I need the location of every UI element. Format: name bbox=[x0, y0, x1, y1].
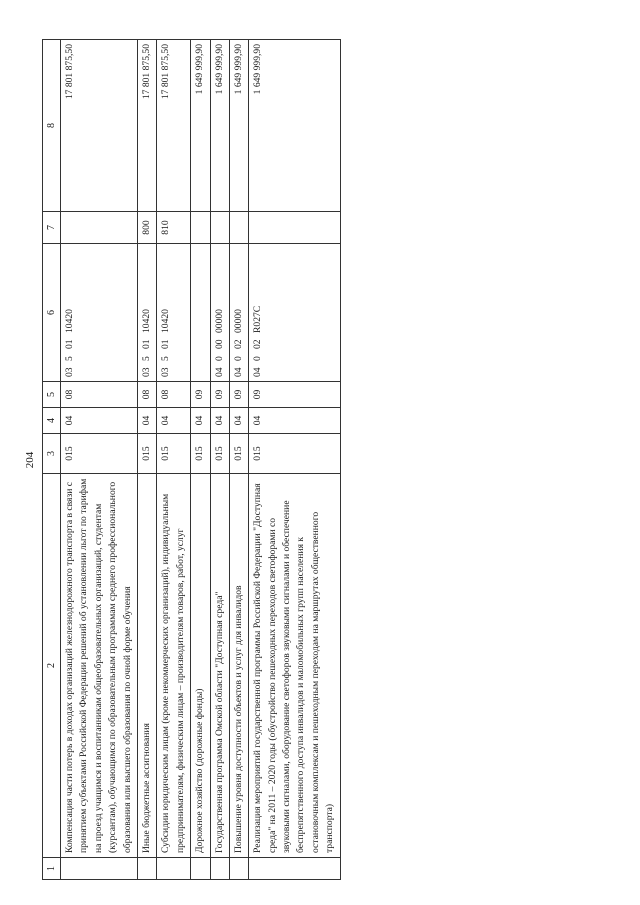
page-number: 204 bbox=[24, 451, 36, 469]
program-code: 03 bbox=[64, 367, 75, 377]
direction-code: R027C bbox=[252, 305, 264, 333]
expense-type-code: 810 bbox=[157, 212, 191, 244]
row-name: Компенсация части потерь в доходах организаций железнодорожного транспорта в связи с принятием субъектами Российской Федерации решений об установлении льгот по тарифам на проезд учащимся и воспитанникам общеобразовательных организаций, студентам (курсантам), обучающимся по образовательным программам среднего профессионального образования или высшего образования по очной форме обучения bbox=[61, 474, 138, 858]
subsection-code: 09 bbox=[210, 382, 229, 408]
amount: 17 801 875,50 bbox=[137, 40, 156, 212]
subsection-code: 08 bbox=[61, 382, 138, 408]
subprogram-code: 5 bbox=[160, 356, 172, 361]
target-article-code bbox=[157, 244, 191, 382]
header-cell: 2 bbox=[43, 474, 61, 858]
header-cell: 6 bbox=[43, 244, 61, 382]
program-code: 03 bbox=[140, 367, 152, 377]
row-name: Государственная программа Омской области "Доступная среда" bbox=[210, 474, 229, 858]
table-row bbox=[157, 40, 191, 880]
table-header-row bbox=[43, 40, 61, 880]
table-row bbox=[137, 40, 156, 880]
section-code: 04 bbox=[249, 408, 340, 434]
table-row bbox=[229, 40, 248, 880]
direction-code: 00000 bbox=[232, 309, 244, 333]
expense-type-code bbox=[229, 212, 248, 244]
header-cell: 7 bbox=[43, 212, 61, 244]
admin-code: 015 bbox=[249, 434, 340, 474]
section-code: 04 bbox=[229, 408, 248, 434]
event-code: 02 bbox=[232, 339, 244, 349]
target-article-code bbox=[210, 244, 229, 382]
admin-code: 015 bbox=[61, 434, 138, 474]
section-code: 04 bbox=[210, 408, 229, 434]
expense-type-code bbox=[249, 212, 340, 244]
admin-code: 015 bbox=[191, 434, 210, 474]
header-cell: 4 bbox=[43, 408, 61, 434]
subsection-code: 08 bbox=[157, 382, 191, 408]
event-code: 01 bbox=[64, 339, 75, 349]
expense-type-code bbox=[191, 212, 210, 244]
target-article-code bbox=[229, 244, 248, 382]
direction-code: 10420 bbox=[160, 309, 172, 333]
subprogram-code: 0 bbox=[232, 356, 244, 361]
row-number-cell bbox=[210, 858, 229, 880]
admin-code: 015 bbox=[229, 434, 248, 474]
amount: 1 649 999,90 bbox=[210, 40, 229, 212]
program-code: 04 bbox=[252, 367, 264, 377]
expense-type-code bbox=[210, 212, 229, 244]
document-page bbox=[20, 40, 620, 880]
row-name: Иные бюджетные ассигнования bbox=[137, 474, 156, 858]
row-number-cell bbox=[249, 858, 340, 880]
target-article-code bbox=[249, 244, 340, 382]
row-name: Дорожное хозяйство (дорожные фонды) bbox=[191, 474, 210, 858]
direction-code: 10420 bbox=[64, 309, 75, 333]
section-code: 04 bbox=[191, 408, 210, 434]
target-article-code bbox=[61, 244, 138, 382]
subprogram-code: 5 bbox=[140, 356, 152, 361]
event-code: 01 bbox=[140, 339, 152, 349]
subsection-code: 09 bbox=[191, 382, 210, 408]
row-name: Реализация мероприятий государственной программы Российской Федерации "Доступная среда" на 2011 – 2020 годы (обустройство пешеходных переходов светофорами со звуковыми сигналами, оборудование светофоров звуковыми сигналами и обеспечение беспрепятственного доступа инвалидов и маломобильных групп населения к остановочным комплексам и пешеходным переходам на маршрутах общественного транспорта) bbox=[249, 474, 340, 858]
program-code: 03 bbox=[160, 367, 172, 377]
row-number-cell bbox=[137, 858, 156, 880]
section-code: 04 bbox=[61, 408, 138, 434]
admin-code: 015 bbox=[157, 434, 191, 474]
amount: 1 649 999,90 bbox=[191, 40, 210, 212]
target-article-code bbox=[191, 244, 210, 382]
section-code: 04 bbox=[157, 408, 191, 434]
table-row bbox=[191, 40, 210, 880]
row-name: Повышение уровня доступности объектов и услуг для инвалидов bbox=[229, 474, 248, 858]
table-row bbox=[249, 40, 340, 880]
table-row bbox=[61, 40, 138, 880]
row-number-cell bbox=[61, 858, 138, 880]
row-number-cell bbox=[157, 858, 191, 880]
header-cell: 5 bbox=[43, 382, 61, 408]
program-code: 04 bbox=[213, 367, 225, 377]
subsection-code: 09 bbox=[229, 382, 248, 408]
row-number-cell bbox=[191, 858, 210, 880]
direction-code: 00000 bbox=[213, 309, 225, 333]
row-name: Субсидии юридическим лицам (кроме некоммерческих организаций), индивидуальным предпринимателям, физическим лицам – производителям товаров, работ, услуг bbox=[157, 474, 191, 858]
amount: 17 801 875,50 bbox=[157, 40, 191, 212]
subprogram-code: 5 bbox=[64, 356, 75, 361]
admin-code: 015 bbox=[210, 434, 229, 474]
row-number-cell bbox=[229, 858, 248, 880]
amount: 17 801 875,50 bbox=[61, 40, 138, 212]
subprogram-code: 0 bbox=[213, 356, 225, 361]
subsection-code: 08 bbox=[137, 382, 156, 408]
header-cell: 1 bbox=[43, 858, 61, 880]
header-cell: 8 bbox=[43, 40, 61, 212]
amount: 1 649 999,90 bbox=[249, 40, 340, 212]
expense-type-code: 800 bbox=[137, 212, 156, 244]
program-code: 04 bbox=[232, 367, 244, 377]
event-code: 02 bbox=[252, 339, 264, 349]
direction-code: 10420 bbox=[140, 309, 152, 333]
header-cell: 3 bbox=[43, 434, 61, 474]
section-code: 04 bbox=[137, 408, 156, 434]
admin-code: 015 bbox=[137, 434, 156, 474]
budget-table bbox=[42, 39, 341, 880]
expense-type-code bbox=[61, 212, 138, 244]
subprogram-code: 0 bbox=[252, 356, 264, 361]
target-article-code bbox=[137, 244, 156, 382]
amount: 1 649 999,90 bbox=[229, 40, 248, 212]
table-row bbox=[210, 40, 229, 880]
event-code: 00 bbox=[213, 339, 225, 349]
subsection-code: 09 bbox=[249, 382, 340, 408]
event-code: 01 bbox=[160, 339, 172, 349]
